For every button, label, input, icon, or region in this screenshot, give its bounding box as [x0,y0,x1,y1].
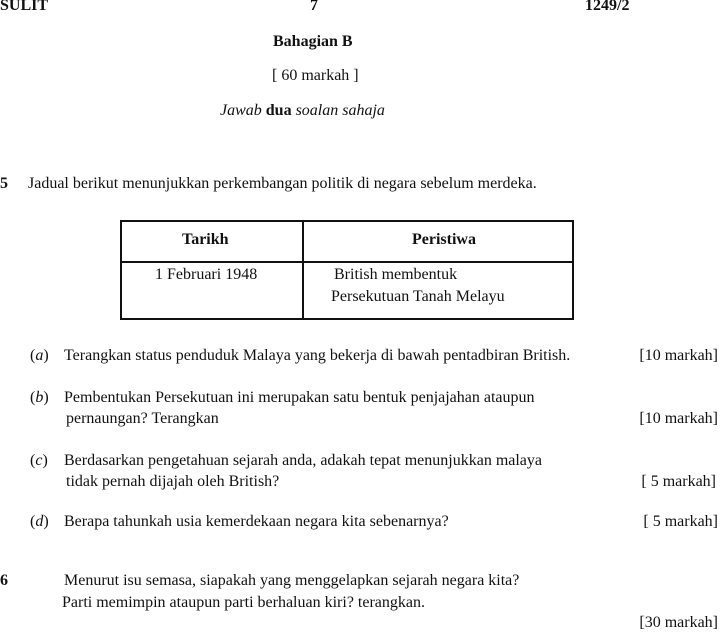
table-header-tarikh: Tarikh [182,231,229,248]
section-instruction [220,102,385,120]
table-header-divider [122,261,572,263]
q5-part-marks: [ 5 markah] [643,513,718,530]
paper-code: 1249/2 [585,0,630,14]
instruction-pre: Jawab [220,102,266,119]
q5-part-label: (d) [30,513,49,530]
q5-part-text-line2: tidak pernah dijajah oleh British? [66,473,280,490]
q6-line1: Menurut isu semasa, siapakah yang menggelapkan sejarah negara kita? [64,572,520,589]
q5-part-label: (a) [30,347,49,364]
q5-part-label: (b) [30,389,49,406]
q5-part-marks: [10 markah] [639,347,718,364]
q5-table [120,220,574,320]
q6-marks: [30 markah] [639,614,718,631]
q5-part-marks: [10 markah] [639,410,718,427]
section-title: Bahagian B [273,33,353,50]
page-number: 7 [310,0,318,14]
q5-part-text-line1: Berapa tahunkah usia kemerdekaan negara kita sebenarnya? [64,513,449,530]
q5-stem: Jadual berikut menunjukkan perkembangan politik di negara sebelum merdeka. [28,175,537,192]
instruction-bold: dua [265,102,292,119]
table-header-peristiwa: Peristiwa [412,231,476,248]
table-column-divider [302,222,304,318]
q6-line2: Parti memimpin ataupun parti berhaluan kiri? terangkan. [62,594,425,611]
section-marks: [ 60 markah ] [272,67,359,84]
q6-number: 6 [0,572,8,589]
q5-part-marks: [ 5 markah] [641,473,716,490]
q5-part-text-line2: pernaungan? Terangkan [66,410,219,427]
header-left-label: SULIT [0,0,49,14]
q5-part-text-line1: Pembentukan Persekutuan ini merupakan satu bentuk penjajahan ataupun [64,389,535,406]
table-cell-event-line2: Persekutuan Tanah Melayu [331,288,505,305]
table-cell-event-line1: British membentuk [334,266,458,283]
q5-part-text-line1: Berdasarkan pengetahuan sejarah anda, adakah tepat menunjukkan malaya [64,452,543,469]
table-cell-date: 1 Februari 1948 [155,266,258,283]
q5-part-label: (c) [30,452,48,469]
instruction-post: soalan sahaja [291,102,385,119]
q5-number: 5 [0,175,8,192]
q5-part-text-line1: Terangkan status penduduk Malaya yang bekerja di bawah pentadbiran British. [64,347,571,364]
